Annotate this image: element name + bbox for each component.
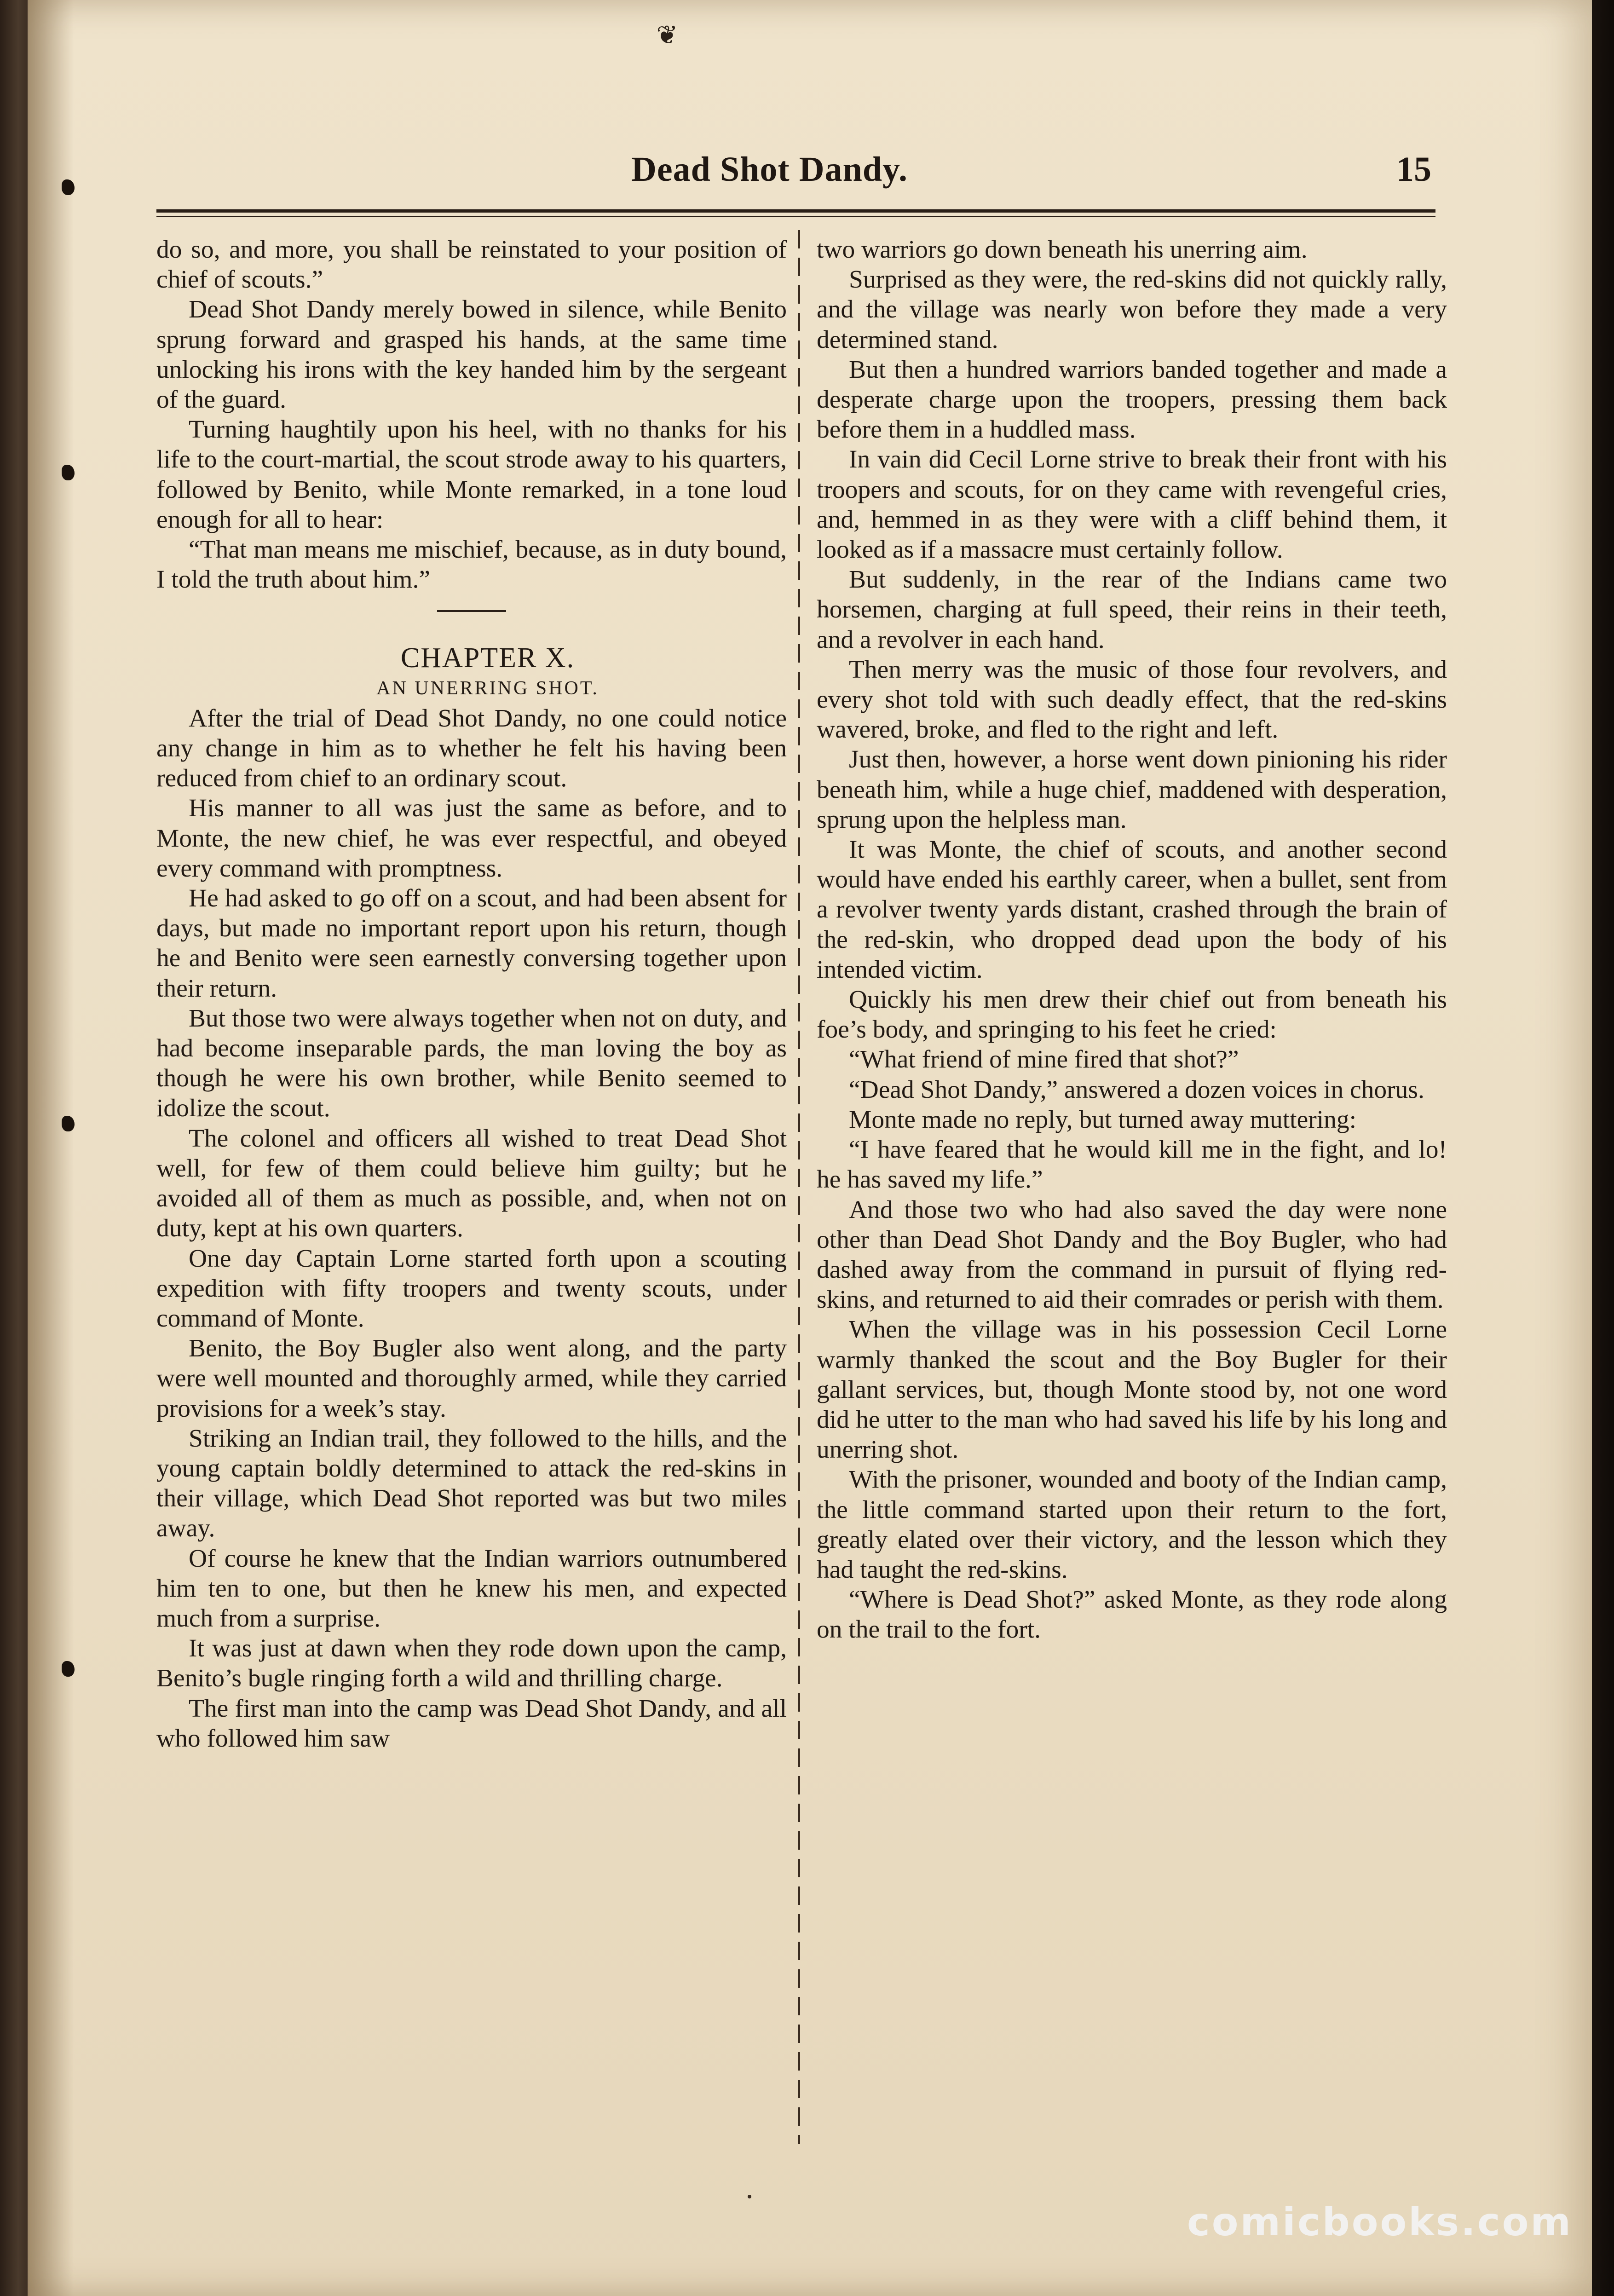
paragraph: Striking an Indian trail, they followed to the hills, and the young captain boldly determined to attack the red-skins in their village, which Dead Shot reported was but two miles away. [156, 1424, 787, 1543]
left-column [156, 235, 787, 1754]
paragraph: “That man means me mischief, because, as in duty bound, I told the truth about him.” [156, 536, 787, 594]
paragraph: Turning haughtily upon his heel, with no thanks for his life to the court-martial, the scout strode away to his quarters, followed by Benito, while Monte remarked, in a tone loud enough for all to hear: [156, 415, 787, 534]
chapter-subtitle: AN UNERRING SHOT. [376, 677, 599, 699]
paragraph: “I have feared that he would kill me in the fight, and lo! he has saved my life.” [817, 1136, 1447, 1194]
right-column [817, 235, 1447, 1645]
paragraph: The colonel and officers all wished to treat Dead Shot well, for few of them could believe him guilty; but he avoided all of them as much as possible, and, when not on duty, kept at his own quarters. [156, 1124, 787, 1243]
paragraph: It was just at dawn when they rode down upon the camp, Benito’s bugle ringing forth a wild and thrilling charge. [156, 1634, 787, 1693]
section-separator [437, 610, 506, 612]
paragraph: It was Monte, the chief of scouts, and another second would have ended his earthly career, when a bullet, sent from a revolver twenty yards distant, crashed through the brain of the red-skin, who dropped dead upon the body of his intended victim. [817, 836, 1447, 984]
chapter-title: CHAPTER X. [400, 642, 575, 674]
paragraph: In vain did Cecil Lorne strive to break their front with his troopers and scouts, for on they came with revengeful cries, and, hemmed in as they were with a cliff behind them, it looked as if a massacre must certainly follow. [817, 445, 1447, 564]
paragraph: The first man into the camp was Dead Shot Dandy, and all who followed him saw [156, 1694, 787, 1753]
binding-stitch-mark [62, 1661, 75, 1677]
paragraph: But then a hundred warriors banded together and made a desperate charge upon the troopers, pressing them back before them in a huddled mass. [817, 355, 1447, 444]
paragraph: Benito, the Boy Bugler also went along, and the party were well mounted and thoroughly armed, while they carried provisions for a week’s stay. [156, 1334, 787, 1423]
binding-stitch-mark [62, 465, 75, 480]
paragraph: “Where is Dead Shot?” asked Monte, as they rode along on the trail to the fort. [817, 1586, 1447, 1644]
paragraph: Then merry was the music of those four revolvers, and every shot told with such deadly effect, that the red-skins wavered, broke, and fled to the right and left. [817, 655, 1447, 744]
paragraph: Monte made no reply, but turned away muttering: [849, 1105, 1357, 1134]
paragraph: do so, and more, you shall be reinstated to your position of chief of scouts.” [156, 236, 787, 294]
paragraph: And those two who had also saved the day were none other than Dead Shot Dandy and the Boy Bugler, who had dashed away from the command in pursuit of flying red-skins, and returned to aid their comrades or perish with them. [817, 1195, 1447, 1314]
paragraph: With the prisoner, wounded and booty of the Indian camp, the little command started upon their return to the fort, greatly elated over their victory, and the lesson which they had taught the red-skins. [817, 1465, 1447, 1584]
paragraph: One day Captain Lorne started forth upon a scouting expedition with fifty troopers and twenty scouts, under command of Monte. [156, 1244, 787, 1333]
paragraph: He had asked to go off on a scout, and had been absent for days, but made no important report upon his return, though he and Benito were seen earnestly conversing together upon their return. [156, 884, 787, 1003]
paragraph: His manner to all was just the same as before, and to Monte, the new chief, he was ever respectful, and obeyed every command with promptness. [156, 794, 787, 883]
header-rule [156, 209, 1435, 213]
header-rule-thin [156, 216, 1435, 217]
print-speck [748, 2195, 751, 2198]
paragraph: Of course he knew that the Indian warriors outnumbered him ten to one, but then he knew his men, and expected much from a surprise. [156, 1544, 787, 1633]
page-number: 15 [1396, 150, 1431, 189]
paragraph: Just then, however, a horse went down pinioning his rider beneath him, while a huge chief, maddened with desperation, sprung upon the helpless man. [817, 745, 1447, 834]
binding-stitch-mark [62, 179, 75, 195]
paragraph: When the village was in his possession Cecil Lorne warmly thanked the scout and the Boy Bugler for their gallant services, but, though Monte stood by, not one word did he utter to the man who had saved his life by his long and unerring shot. [817, 1315, 1447, 1464]
page-gutter-shadow [28, 0, 74, 2296]
paragraph: “What friend of mine fired that shot?” [849, 1045, 1239, 1074]
page-ornament: ❦ [656, 21, 678, 50]
watermark: comicbooks.com [1187, 2199, 1573, 2244]
paragraph: But those two were always together when not on duty, and had become inseparable pards, the man loving the boy as though he were his own brother, while Benito seemed to idolize the scout. [156, 1004, 787, 1123]
running-head: Dead Shot Dandy. [631, 150, 908, 189]
paragraph: Quickly his men drew their chief out from beneath his foe’s body, and springing to his feet he cried: [817, 986, 1447, 1044]
column-divider [798, 230, 800, 2144]
paragraph: But suddenly, in the rear of the Indians came two horsemen, charging at full speed, their reins in their teeth, and a revolver in each hand. [817, 565, 1447, 654]
binding-stitch-mark [62, 1116, 75, 1131]
paragraph: two warriors go down beneath his unerring aim. [817, 236, 1308, 264]
paragraph: Surprised as they were, the red-skins did not quickly rally, and the village was nearly won before they made a very determined stand. [817, 265, 1447, 354]
paragraph: “Dead Shot Dandy,” answered a dozen voices in chorus. [849, 1075, 1424, 1104]
paragraph: Dead Shot Dandy merely bowed in silence, while Benito sprung forward and grasped his hands, at the same time unlocking his irons with the key handed him by the sergeant of the guard. [156, 295, 787, 414]
paragraph: After the trial of Dead Shot Dandy, no one could notice any change in him as to whether he felt his having been reduced from chief to an ordinary scout. [156, 704, 787, 793]
